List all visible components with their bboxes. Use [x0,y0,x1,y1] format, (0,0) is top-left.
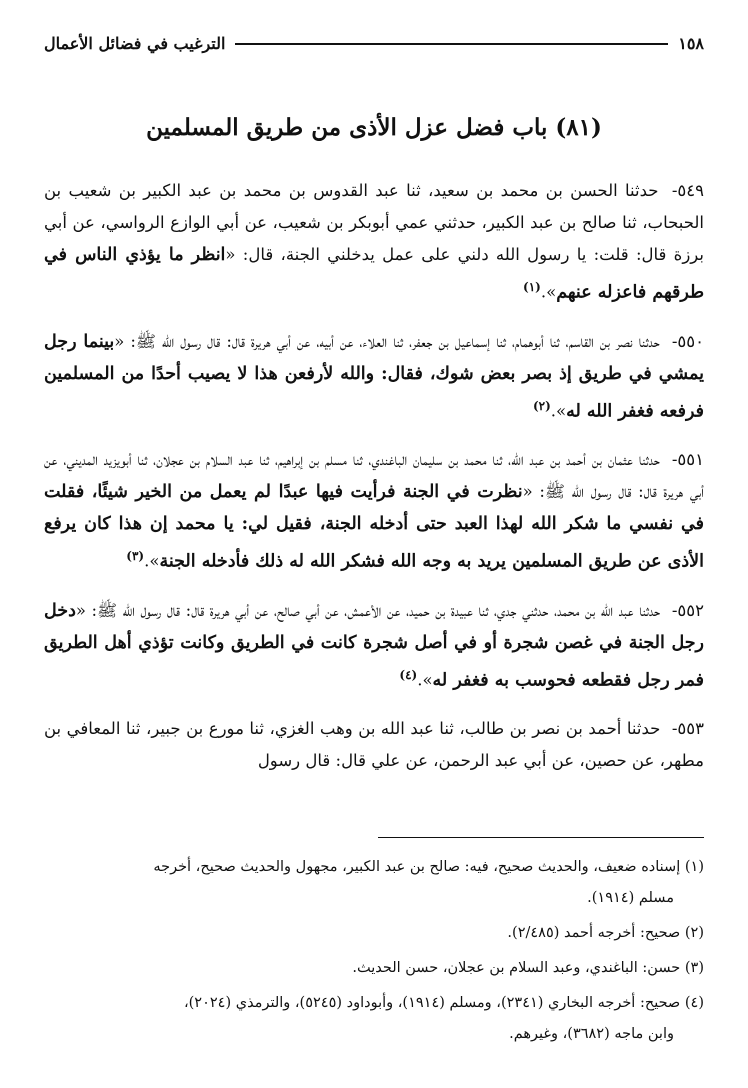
footnote-label: (١) [684,859,704,875]
hadith-matn: بينما رجل يمشي في طريق إذ بصر بعض شوك، فقال: والله لأرفعن هذا لا يصيب أحدًا من المسلمين فرفعه فغفر الله له [44,331,704,421]
page-number: ١٥٨ [678,33,704,53]
footnote-label: (٤) [684,995,704,1011]
hadith-isnad: حدثنا عثمان بن أحمد بن عبد الله، ثنا محمد بن سليمان الباغندي، ثنا مسلم بن إبراهيم، ثنا عبد السلام بن عجلان، ثنا أبويزيد المديني، عن أبي هريرة قال: قال رسول الله ﷺ: « [44,450,705,501]
footnote-label: (٢) [684,925,704,941]
hadith-isnad: حدثنا نصر بن القاسم، ثنا أبوهمام، ثنا إسماعيل بن جعفر، ثنا العلاء، عن أبيه، عن أبي هريرة قال: قال رسول الله ﷺ: « [114,331,660,351]
hadith-isnad: حدثنا عبد الله بن محمد، حدثني جدي، ثنا عبيدة بن حميد، عن الأعمش، عن أبي صالح، عن أبي هريرة قال: قال رسول الله ﷺ: « [75,600,661,620]
hadith-close: ». [550,401,567,420]
hadith-paragraph [44,326,704,428]
hadith-number: ٥٥٢- [671,600,704,620]
hadith-matn: انظر ما يؤذي الناس في طرقهم فاعزله عنهم [44,245,704,303]
footnote-separator [378,837,704,838]
hadith-paragraph [44,595,704,697]
footnote [44,988,704,1050]
hadith-number: ٥٥٣- [671,719,704,738]
footnote [44,918,704,949]
header-rule [235,43,668,45]
footnote-text: صحيح: أخرجه أحمد (٢/٤٨٥). [507,925,681,941]
hadith-number: ٥٥٠- [671,331,704,351]
hadith-isnad: حدثنا أحمد بن نصر بن طالب، ثنا عبد الله بن وهب الغزي، ثنا مورع بن جبير، ثنا المعافي بن مطهر، عن حصين، عن أبي عبد الرحمن، عن علي قال: قال رسول [44,719,704,770]
footnote-text: صحيح: أخرجه البخاري (٢٣٤١)، ومسلم (١٩١٤)، وأبوداود (٥٢٤٥)، والترمذي (٢٠٢٤)، [183,995,681,1011]
footnote-continuation: مسلم (١٩١٤). [587,890,674,906]
footnote-ref: (٣) [126,549,145,563]
footnote-text: إسناده ضعيف، والحديث صحيح، فيه: صالح بن عبد الكبير، مجهول والحديث صحيح، أخرجه [153,859,681,875]
footnote [44,852,704,914]
hadith-matn: نظرت في الجنة فرأيت فيها عبدًا لم يعمل من الخير شيئًا، فقلت في نفسي ما شكر الله لهذا العبد حتى أدخله الجنة، فقيل لي: يا محمد إن هذا كان يرفع الأذى عن طريق المسلمين يريد به وجه الله فشكر الله له ذلك فأدخله الجنة [44,482,704,572]
hadith-isnad: حدثنا الحسن بن محمد بن سعيد، ثنا عبد القدوس بن محمد بن عبد الكبير بن شعيب بن الحبحاب، ثنا صالح بن عبد الكبير، حدثني عمي أبوبكر بن شعيب، عن أبي الوازع الرواسي، عن أبي برزة قال: قلت: يا رسول الله دلني على عمل يدخلني الجنة، قال: « [44,181,704,264]
footnote [44,953,704,984]
footnote-text: حسن: الباغندي، وعبد السلام بن عجلان، حسن الحديث. [352,960,681,976]
footnote-label: (٣) [684,960,704,976]
footnote-ref: (١) [523,280,541,294]
hadith-close: ». [417,670,433,689]
hadith-paragraph [44,175,704,309]
hadith-close: ». [144,551,160,571]
hadith-number: ٥٤٩- [671,181,704,200]
hadith-matn: دخل رجل الجنة في غصن شجرة أو في أصل شجرة كانت في الطريق وكانت تؤذي أهل الطريق فمر رجل فقطعه فحوسب به فغفر له [44,600,704,690]
hadith-paragraph [44,444,704,578]
book-title: الترغيب في فضائل الأعمال [44,33,226,53]
footnote-continuation: وابن ماجه (٣٦٨٢)، وغيرهم. [509,1026,674,1042]
running-header [44,30,704,56]
footnotes [44,852,704,1050]
chapter-title: (٨١) باب فضل عزل الأذى من طريق المسلمين [146,114,602,141]
hadith-number: ٥٥١- [671,450,704,469]
hadith-paragraph [44,713,704,777]
footnote-ref: (٢) [532,398,551,413]
footnote-ref: (٤) [399,667,418,682]
hadith-close: ». [540,282,557,302]
